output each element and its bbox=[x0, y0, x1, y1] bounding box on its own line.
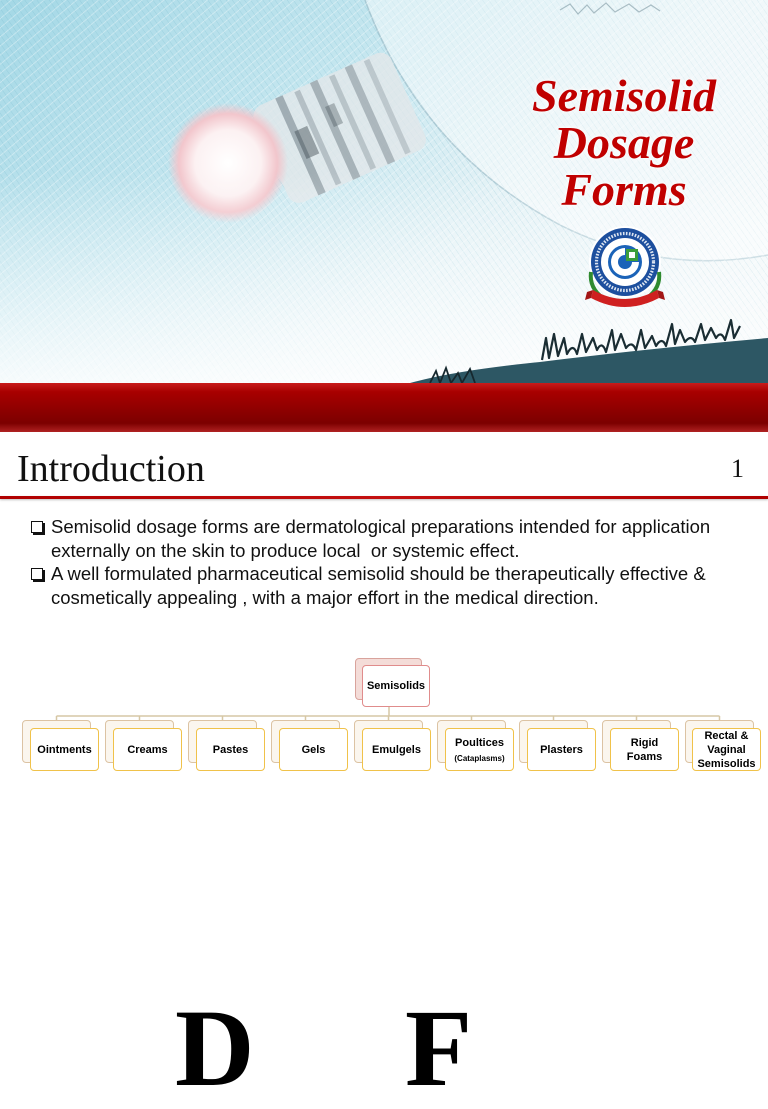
bullet-line: A well formulated pharmaceutical semisolid should be therapeutically effective & bbox=[51, 563, 706, 584]
slide-footer-band bbox=[0, 383, 768, 432]
bullet-line: externally on the skin to produce local or systemic effect. bbox=[51, 539, 520, 561]
child-node-emulgels bbox=[362, 728, 431, 771]
title-divider bbox=[0, 496, 768, 499]
bullet-item bbox=[30, 515, 760, 562]
node-label: Gels bbox=[301, 743, 326, 756]
content-slide bbox=[0, 432, 768, 1008]
node-label: Creams bbox=[127, 743, 168, 756]
child-node-gels bbox=[279, 728, 348, 771]
node-label: Plasters bbox=[540, 743, 583, 756]
child-node-poultices bbox=[445, 728, 514, 771]
title-slide bbox=[0, 0, 768, 432]
node-label: Rigid Foams bbox=[626, 736, 663, 763]
node-label: Ointments bbox=[37, 743, 92, 756]
checkbox-bullet-icon bbox=[31, 568, 43, 580]
next-slide-title-fragment: D bbox=[175, 987, 255, 1109]
institute-seal-logo bbox=[585, 222, 665, 314]
child-node-rigid-foams bbox=[610, 728, 679, 771]
bullet-line: Semisolid dosage forms are dermatological preparations intended for application bbox=[51, 516, 711, 537]
next-slide-fragment bbox=[0, 987, 768, 1109]
child-node-plasters bbox=[527, 728, 596, 771]
node-label: Rectal & Vaginal Semisolids bbox=[697, 729, 756, 770]
child-node-creams bbox=[113, 728, 182, 771]
node-label: Pastes bbox=[212, 743, 249, 756]
bullet-item bbox=[30, 562, 760, 609]
next-slide-title-fragment: F bbox=[405, 987, 473, 1109]
bullet-line: cosmetically appealing , with a major effort in the medical direction. bbox=[51, 586, 599, 608]
slide-number: 1 bbox=[731, 454, 744, 483]
slide-title: Semisolid Dosage Forms bbox=[531, 70, 717, 215]
node-label: Emulgels bbox=[372, 743, 421, 756]
child-node-pastes bbox=[196, 728, 265, 771]
root-node-semisolids bbox=[362, 665, 430, 707]
child-node-ointments bbox=[30, 728, 99, 771]
node-sublabel: (Cataplasms) bbox=[454, 753, 505, 763]
node-label: Semisolids bbox=[366, 680, 426, 692]
node-label: Poultices bbox=[455, 736, 504, 749]
slide-title: Introduction bbox=[17, 448, 205, 490]
bullet-list bbox=[30, 515, 760, 609]
child-node-rectal-vaginal-semisolids bbox=[692, 728, 761, 771]
checkbox-bullet-icon bbox=[31, 521, 43, 533]
